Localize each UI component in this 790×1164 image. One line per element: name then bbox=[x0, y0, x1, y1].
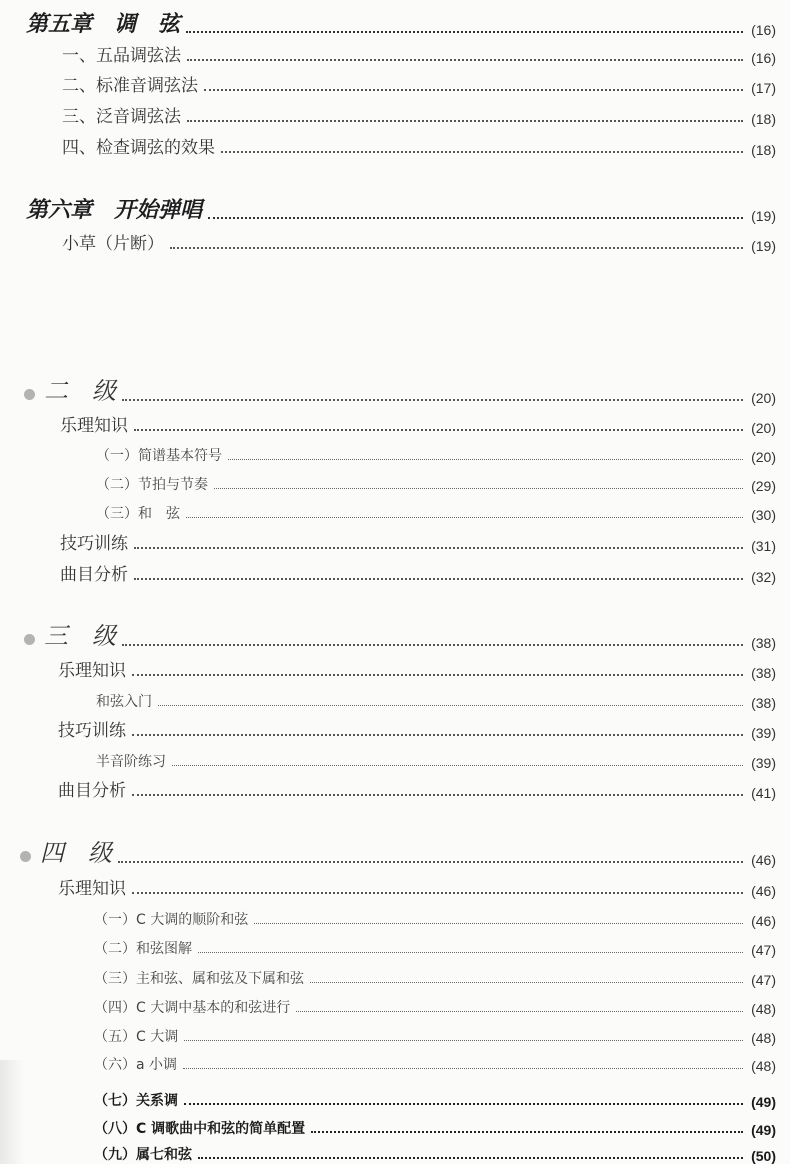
dot-leader bbox=[221, 151, 743, 153]
entry-page: (38) bbox=[751, 665, 776, 681]
dot-leader bbox=[311, 1131, 743, 1133]
entry-page: (30) bbox=[751, 507, 776, 523]
toc-entry bbox=[96, 749, 776, 771]
entry-title: （一）C 大调的顺阶和弦 bbox=[94, 912, 249, 928]
bullet-dot bbox=[24, 389, 35, 400]
toc-entry bbox=[26, 8, 776, 38]
dot-leader bbox=[122, 644, 743, 646]
entry-title: 小草（片断） bbox=[62, 234, 164, 254]
entry-page: (46) bbox=[751, 852, 776, 868]
dot-leader bbox=[214, 488, 743, 489]
entry-page: (29) bbox=[751, 478, 776, 494]
entry-title: 曲目分析 bbox=[58, 781, 126, 801]
toc-entry bbox=[58, 777, 776, 801]
entry-title: 三 级 bbox=[44, 622, 116, 650]
entry-page: (20) bbox=[751, 449, 776, 465]
dot-leader bbox=[198, 952, 743, 953]
toc-entry bbox=[94, 1052, 776, 1074]
dot-leader bbox=[184, 1103, 743, 1105]
toc-entry bbox=[62, 72, 776, 96]
toc-level-heading bbox=[24, 374, 776, 406]
toc-entry bbox=[58, 717, 776, 741]
toc-entry bbox=[96, 443, 776, 465]
entry-title: （七）关系调 bbox=[94, 1093, 178, 1109]
dot-leader bbox=[170, 247, 743, 249]
toc-level-heading bbox=[24, 619, 776, 651]
entry-title: （六）a 小调 bbox=[94, 1057, 178, 1073]
toc-entry bbox=[62, 230, 776, 254]
entry-title: （五）C 大调 bbox=[94, 1029, 179, 1045]
dot-leader bbox=[310, 982, 743, 983]
dot-leader bbox=[158, 705, 743, 706]
entry-page: (19) bbox=[751, 238, 776, 254]
toc-entry bbox=[62, 42, 776, 66]
entry-title: 和弦入门 bbox=[96, 694, 152, 710]
toc-entry bbox=[58, 875, 776, 899]
entry-page: (31) bbox=[751, 538, 776, 554]
entry-title: 三、泛音调弦法 bbox=[62, 107, 181, 127]
dot-leader bbox=[134, 547, 743, 549]
entry-page: (16) bbox=[751, 50, 776, 66]
dot-leader bbox=[208, 217, 743, 219]
toc-entry bbox=[96, 472, 776, 494]
toc-entry bbox=[94, 1024, 776, 1046]
toc-entry bbox=[94, 1116, 776, 1138]
entry-page: (47) bbox=[751, 972, 776, 988]
entry-page: (32) bbox=[751, 569, 776, 585]
dot-leader bbox=[118, 861, 743, 863]
entry-title: 第六章 开始弹唱 bbox=[26, 198, 203, 223]
toc-entry bbox=[60, 530, 776, 554]
toc-entry bbox=[96, 689, 776, 711]
entry-page: (18) bbox=[751, 142, 776, 158]
dot-leader bbox=[183, 1068, 743, 1069]
entry-page: (19) bbox=[751, 208, 776, 224]
entry-title: （二）节拍与节奏 bbox=[96, 477, 208, 493]
entry-page: (46) bbox=[751, 913, 776, 929]
toc-entry bbox=[26, 194, 776, 224]
entry-title: 乐理知识 bbox=[60, 416, 128, 436]
entry-title: 二、标准音调弦法 bbox=[62, 76, 198, 96]
toc-entry bbox=[60, 412, 776, 436]
entry-page: (49) bbox=[751, 1122, 776, 1138]
entry-page: (50) bbox=[751, 1148, 776, 1164]
toc-entry bbox=[94, 1142, 776, 1164]
entry-page: (17) bbox=[751, 80, 776, 96]
bullet-dot bbox=[24, 634, 35, 645]
dot-leader bbox=[187, 59, 743, 61]
dot-leader bbox=[186, 517, 743, 518]
entry-title: （二）和弦图解 bbox=[94, 941, 192, 957]
dot-leader bbox=[132, 794, 743, 796]
entry-title: 一、五品调弦法 bbox=[62, 46, 181, 66]
toc-entry bbox=[94, 966, 776, 988]
entry-page: (47) bbox=[751, 942, 776, 958]
entry-page: (16) bbox=[751, 22, 776, 38]
dot-leader bbox=[228, 459, 743, 460]
entry-title: 半音阶练习 bbox=[96, 754, 166, 770]
entry-title: （一）简谱基本符号 bbox=[96, 448, 222, 464]
dot-leader bbox=[204, 89, 743, 91]
entry-title: 技巧训练 bbox=[58, 721, 126, 741]
entry-page: (48) bbox=[751, 1058, 776, 1074]
entry-title: （三）主和弦、属和弦及下属和弦 bbox=[94, 971, 304, 987]
toc-entry bbox=[62, 134, 776, 158]
toc-entry bbox=[94, 995, 776, 1017]
dot-leader bbox=[132, 734, 743, 736]
dot-leader bbox=[184, 1040, 743, 1041]
dot-leader bbox=[134, 429, 743, 431]
toc-entry bbox=[60, 561, 776, 585]
toc-entry bbox=[94, 936, 776, 958]
entry-title: 四、检查调弦的效果 bbox=[62, 138, 215, 158]
entry-page: (20) bbox=[751, 390, 776, 406]
entry-page: (38) bbox=[751, 695, 776, 711]
entry-page: (41) bbox=[751, 785, 776, 801]
entry-page: (48) bbox=[751, 1030, 776, 1046]
entry-title: 第五章 调 弦 bbox=[26, 12, 181, 37]
entry-page: (39) bbox=[751, 725, 776, 741]
entry-page: (20) bbox=[751, 420, 776, 436]
entry-page: (39) bbox=[751, 755, 776, 771]
toc-entry bbox=[62, 103, 776, 127]
bullet-dot bbox=[20, 851, 31, 862]
entry-title: 四 级 bbox=[40, 839, 112, 867]
dot-leader bbox=[296, 1011, 743, 1012]
dot-leader bbox=[132, 674, 743, 676]
entry-title: 乐理知识 bbox=[58, 661, 126, 681]
entry-title: （八）C 调歌曲中和弦的简单配置 bbox=[94, 1121, 306, 1137]
entry-title: （三）和 弦 bbox=[96, 506, 180, 522]
toc-entry bbox=[58, 657, 776, 681]
toc-level-heading bbox=[20, 836, 776, 868]
dot-leader bbox=[134, 578, 743, 580]
entry-title: 二 级 bbox=[44, 377, 116, 405]
dot-leader bbox=[186, 31, 743, 33]
toc-entry bbox=[94, 1088, 776, 1110]
entry-page: (48) bbox=[751, 1001, 776, 1017]
entry-title: 曲目分析 bbox=[60, 565, 128, 585]
entry-title: 乐理知识 bbox=[58, 879, 126, 899]
entry-page: (46) bbox=[751, 883, 776, 899]
dot-leader bbox=[122, 399, 743, 401]
entry-page: (18) bbox=[751, 111, 776, 127]
toc-entry bbox=[94, 907, 776, 929]
entry-page: (49) bbox=[751, 1094, 776, 1110]
dot-leader bbox=[198, 1157, 743, 1159]
entry-title: （九）属七和弦 bbox=[94, 1147, 192, 1163]
dot-leader bbox=[254, 923, 743, 924]
dot-leader bbox=[187, 120, 743, 122]
entry-title: （四）C 大调中基本的和弦进行 bbox=[94, 1000, 291, 1016]
entry-page: (38) bbox=[751, 635, 776, 651]
dot-leader bbox=[172, 765, 743, 766]
dot-leader bbox=[132, 892, 743, 894]
entry-title: 技巧训练 bbox=[60, 534, 128, 554]
toc-entry bbox=[96, 501, 776, 523]
page-edge-shadow bbox=[0, 1060, 24, 1164]
